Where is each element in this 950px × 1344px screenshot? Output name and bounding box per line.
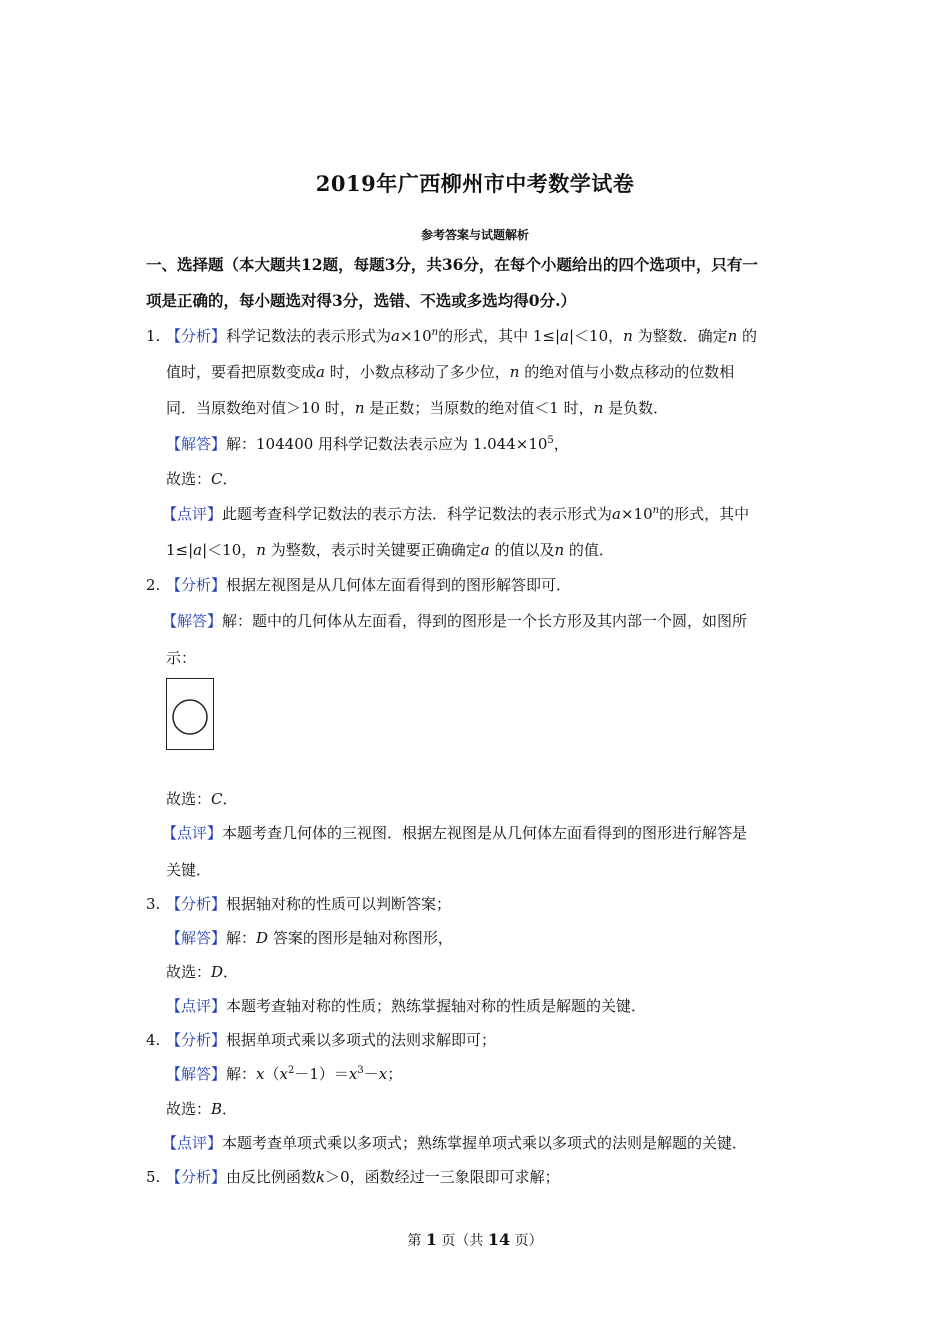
text: 解：104400 用科学记数法表示应为 1.044×10 (226, 435, 548, 453)
var: a (316, 363, 325, 381)
var: a (391, 327, 400, 345)
choice-letter: C (211, 790, 223, 808)
left-view-figure (166, 678, 214, 750)
q5-analysis (146, 1167, 560, 1187)
page-footer (0, 1230, 950, 1250)
q4-choice (166, 1099, 237, 1119)
var: x (348, 1065, 358, 1083)
page-title: 2019年广西柳州市中考数学试卷 (315, 171, 635, 196)
comment-tag: 【点评】 (162, 824, 223, 842)
text: ． (222, 470, 238, 488)
text: 由反比例函数 (226, 1168, 317, 1186)
text: 答案的图形是轴对称图形， (268, 929, 453, 947)
q4-answer (166, 1064, 402, 1084)
section-heading-line2: 项是正确的，每小题选对得3分，选错、不选或多选均得0分.） (146, 291, 576, 310)
var: a (612, 505, 621, 523)
q1-analysis-line2 (166, 362, 734, 382)
text: 值时，要看把原数变成 (166, 363, 317, 381)
analysis-tag: 【分析】 (166, 576, 227, 594)
text: 是负数． (603, 399, 669, 417)
exponent: n (652, 505, 660, 516)
text: 的形式，其中 (659, 505, 750, 523)
exponent: n (431, 327, 439, 338)
answer-tag: 【解答】 (162, 612, 223, 630)
text: ， (553, 435, 569, 453)
q3-analysis (146, 894, 451, 914)
q2-number: 2. (146, 576, 161, 594)
text: 故选： (166, 470, 212, 488)
var: a (480, 541, 490, 559)
text: 页（共 (436, 1233, 488, 1249)
text: 同．当原数绝对值＞10 时， (166, 399, 355, 417)
q2-answer-line2: 示： (166, 649, 197, 667)
q3-number: 3. (146, 895, 161, 913)
text: 根据轴对称的性质可以判断答案； (226, 895, 452, 913)
text: 的 (737, 327, 758, 345)
text: ． (223, 963, 239, 981)
text: |＜10， (202, 541, 257, 559)
text: 本题考查轴对称的性质；熟练掌握轴对称的性质是解题的关键． (226, 997, 647, 1015)
text: 为整数，表示时关键要正确确定 (265, 541, 481, 559)
q1-analysis-line1 (146, 326, 757, 346)
text: 本题考查几何体的三视图．根据左视图是从几何体左面看得到的图形进行解答是 (222, 824, 748, 842)
text: 是正数；当原数的绝对值＜1 时， (364, 399, 594, 417)
analysis-tag: 【分析】 (166, 1168, 227, 1186)
var: D (256, 929, 269, 947)
exponent: 3 (357, 1065, 364, 1076)
text: 页） (510, 1233, 543, 1249)
answer-tag: 【解答】 (166, 929, 227, 947)
comment-tag: 【点评】 (162, 1134, 223, 1152)
text: 故选： (166, 963, 212, 981)
q1-analysis-line3 (166, 398, 668, 418)
var: a (560, 327, 569, 345)
page-subtitle: 参考答案与试题解析 (420, 228, 529, 242)
circle-in-rectangle-drawing (167, 679, 215, 751)
var: a (193, 541, 203, 559)
text: ＞0，函数经过一三象限即可求解； (325, 1168, 560, 1186)
text: |＜10， (568, 327, 624, 345)
q2-choice (166, 789, 238, 809)
var: n (554, 541, 565, 559)
section-heading-line1: 一、选择题（本大题共12题，每题3分，共36分，在每个小题给出的四个选项中，只有一 (146, 255, 758, 274)
q1-choice (166, 469, 238, 489)
text: 第 (407, 1233, 426, 1249)
var: x (378, 1065, 388, 1083)
page-total: 14 (487, 1230, 511, 1249)
text: 科学记数法的表示形式为 (226, 327, 392, 345)
choice-letter: C (211, 470, 223, 488)
text: 本题考查单项式乘以多项式；熟练掌握单项式乘以多项式的法则是解题的关键． (222, 1134, 748, 1152)
text: 时，小数点移动了多少位， (324, 363, 510, 381)
text: 的形式，其中 1≤| (438, 327, 561, 345)
exponent: 2 (287, 1065, 295, 1076)
text: 根据左视图是从几何体左面看得到的图形解答即可． (226, 576, 572, 594)
text: ； (387, 1065, 403, 1083)
analysis-tag: 【分析】 (166, 327, 227, 345)
q1-number: 1. (146, 327, 161, 345)
q2-comment-line2: 关键． (166, 861, 212, 879)
q1-comment-line2 (166, 540, 614, 560)
text: 根据单项式乘以多项式的法则求解即可； (226, 1031, 497, 1049)
text: －1）＝ (294, 1065, 349, 1083)
text: 故选： (166, 1100, 212, 1118)
text: 此题考查科学记数法的表示方法．科学记数法的表示形式为 (222, 505, 613, 523)
text: 的绝对值与小数点移动的位数相 (519, 363, 735, 381)
comment-tag: 【点评】 (162, 505, 223, 523)
var: x (279, 1065, 288, 1083)
q4-comment (162, 1133, 747, 1153)
var: n (354, 399, 365, 417)
var: k (316, 1168, 326, 1186)
q4-analysis (146, 1030, 496, 1050)
q3-answer (166, 928, 453, 948)
q4-number: 4. (146, 1031, 161, 1049)
var: n (727, 327, 738, 345)
q3-comment (166, 996, 646, 1016)
analysis-tag: 【分析】 (166, 895, 227, 913)
text: 解：题中的几何体从左面看，得到的图形是一个长方形及其内部一个圆，如图所 (222, 612, 748, 630)
answer-tag: 【解答】 (166, 1065, 227, 1083)
choice-letter: B (211, 1100, 223, 1118)
text: 1≤| (166, 541, 194, 559)
var: n (509, 363, 520, 381)
q2-answer-line1 (162, 611, 747, 631)
var: x (256, 1065, 265, 1083)
analysis-tag: 【分析】 (166, 1031, 227, 1049)
var: n (593, 399, 604, 417)
comment-tag: 【点评】 (166, 997, 227, 1015)
page-number: 1 (425, 1230, 437, 1249)
text: ． (222, 1100, 238, 1118)
q1-comment-line1 (162, 504, 749, 524)
text: 的值． (564, 541, 614, 559)
var: n (256, 541, 266, 559)
text: 故选： (166, 790, 212, 808)
text: 为整数．确定 (632, 327, 728, 345)
text: 解： (226, 1065, 257, 1083)
q2-comment-line1 (162, 823, 747, 843)
q5-number: 5. (146, 1168, 161, 1186)
q3-choice (166, 962, 238, 982)
text: ． (222, 790, 238, 808)
text: 的值以及 (489, 541, 555, 559)
exponent: 5 (547, 435, 554, 446)
text: ×10 (399, 327, 432, 345)
choice-letter: D (211, 963, 224, 981)
text: 解： (226, 929, 257, 947)
q1-answer (166, 434, 569, 454)
text: ×10 (620, 505, 653, 523)
text: － (363, 1065, 379, 1083)
var: n (623, 327, 633, 345)
q2-analysis (146, 575, 571, 595)
text: （ (264, 1065, 280, 1083)
answer-tag: 【解答】 (166, 435, 227, 453)
